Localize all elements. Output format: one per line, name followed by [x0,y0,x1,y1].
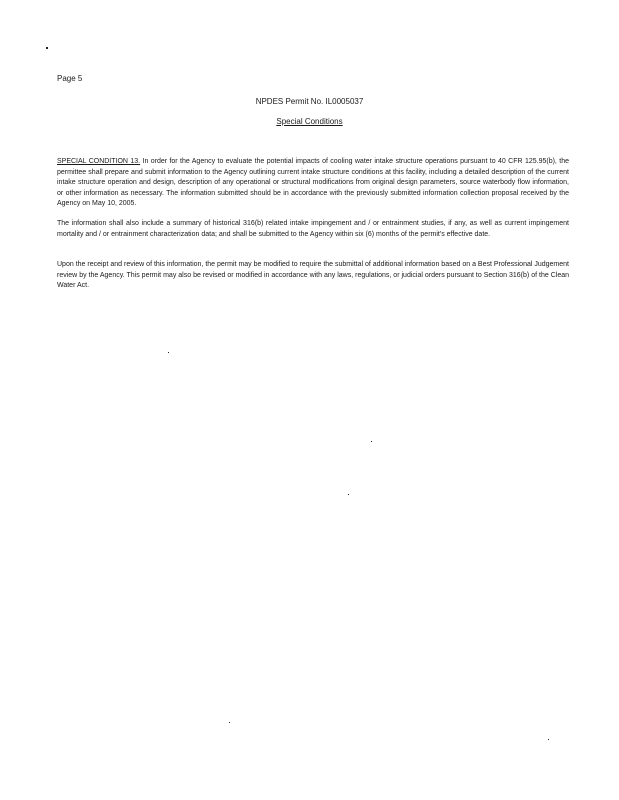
page-number: Page 5 [57,74,83,83]
permit-number: NPDES Permit No. IL0005037 [255,97,364,106]
special-condition-paragraph [57,157,569,210]
permit-modification-paragraph: Upon the receipt and review of this information, the permit may be modified to require the submittal of additional information based on a Best Professional Judgement review by the Agency. This permit may also be revised or modified in accordance with any laws, regulations, or judicial orders pursuant to Section 316(b) of the Clean Water Act. [57,261,569,289]
section-heading: Special Conditions [276,117,343,126]
scan-speck [229,722,230,723]
special-condition-text: In order for the Agency to evaluate the potential impacts of cooling water intake structure operations pursuant to 40 CFR 125.95(b), the permittee shall prepare and submit information to the Agency outlining current intake structure conditions at this facility, including a detailed description of the current intake structure operation and design, description of any operational or structural modifications from original design parameters, source waterbody flow information, or other information as necessary. The information submitted should be in accordance with the previously submitted information collection proposal received by the Agency on May 10, 2005. [57,158,569,207]
scan-speck [46,47,48,49]
special-condition-label: SPECIAL CONDITION 13. [57,158,141,165]
scan-speck [348,494,349,495]
scan-speck [548,739,549,740]
scan-speck [371,441,372,442]
studies-summary-paragraph: The information shall also include a summary of historical 316(b) related intake impingement and / or entrainment studies, if any, as well as current impingement mortality and / or entrainment characterization data; and shall be submitted to the Agency within six (6) months of the permit's effective date. [57,220,569,238]
scan-speck [168,352,169,353]
